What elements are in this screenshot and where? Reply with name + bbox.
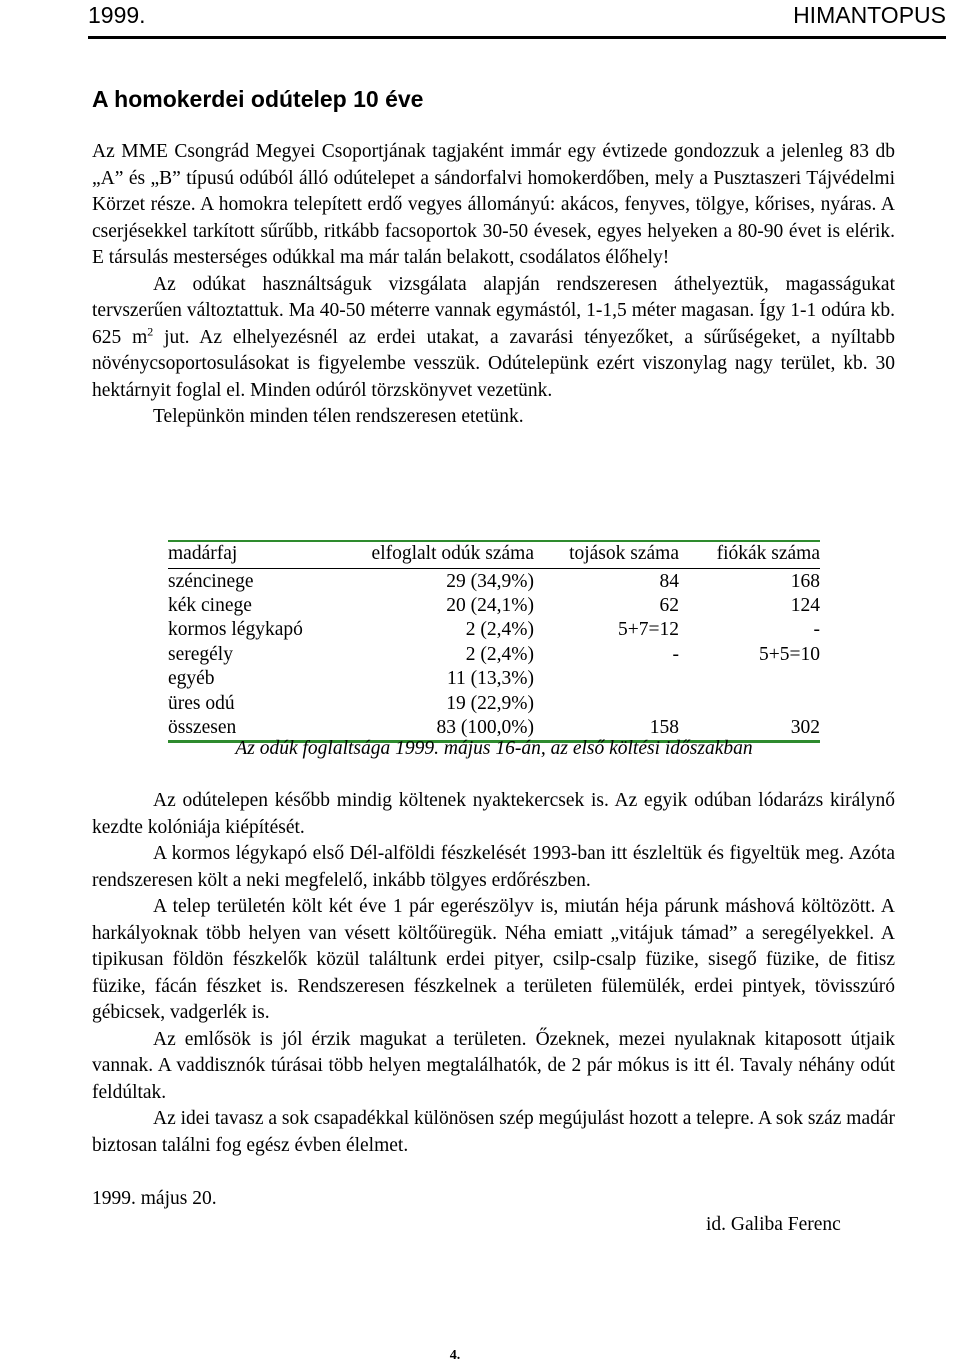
table-header-row (168, 541, 820, 569)
cell-occupied: 29 (34,9%) (446, 570, 534, 592)
nest-occupancy-table (168, 540, 820, 743)
body-text (92, 788, 895, 1159)
body-paragraph-5: Az idei tavasz a sok csapadékkal különösen szép megújulást hozott a telepre. A sok száz madár biztosan találni fog egész évben élelmet. (92, 1108, 895, 1156)
running-header (88, 0, 946, 36)
cell-occupied: 19 (22,9%) (446, 692, 534, 714)
table-caption: Az odúk foglaltsága 1999. május 16-án, az első költési időszakban (235, 738, 753, 759)
cell-chicks: 168 (790, 570, 820, 592)
cell-eggs: 158 (649, 716, 679, 738)
cell-eggs: 84 (659, 570, 679, 592)
cell-species: összesen (168, 716, 237, 738)
article-date: 1999. május 20. (92, 1188, 217, 1209)
page-number: 4. (449, 1348, 461, 1363)
cell-eggs (534, 667, 679, 691)
cell-species: kék cinege (168, 594, 252, 616)
cell-species: egyéb (168, 668, 215, 690)
cell-chicks: 302 (790, 716, 820, 738)
intro-paragraph-1: Az MME Csongrád Megyei Csoportjának tagjaként immár egy évtizede gondozzuk a jelenleg 83 db „A” és „B” típusú odúból álló odútelepet a sándorfalvi homokerdőben, mely a Pusztaszeri Tájvédelmi Körzet része. A homokra telepített erdő vegyes állományú: akácos, fenyves, tölgye, kőrises, nyáras. A cserjésekkel tarkított sűrűbb, ritkább facsoportok 30-50 évesek, egyes helyeken a 80-90 évet is elérik. E társulás mesterséges odúkkal ma már talán belakott, csodálatos élőhely! (92, 141, 895, 268)
table-row (168, 667, 820, 691)
body-paragraph-2: A kormos légykapó első Dél-alföldi fészkelését 1993-ban itt észleltük és figyeltük meg. Azóta rendszeresen költ a neki megfelelő, inkább tölgyes erdőrészben. (92, 843, 895, 891)
table-row (168, 618, 820, 642)
intro-paragraph-2: Az odúkat használtságuk vizsgálata alapján rendszeresen áthelyeztük, magasságukat tervszerűen változtattuk. Ma 40-50 méterre vannak egymástól, 1-1,5 méter magasan. Így 1-1 odúra kb. 625 $m^2$ jut. Az elhelyezésnél az erdei utakat, a zavarási tényezőket, a sűrűségeket, a nyíltabb növénycsoportosulásokat is figyelembe vesszük. Odútelepünk ezért viszonylag nagy terület, kb. 30 hektárnyit foglal el. Minden odúról törzskönyvet vezetünk. (92, 273, 895, 401)
intro-text (92, 139, 895, 431)
article-title: A homokerdei odútelep 10 éve (92, 86, 424, 112)
table-row (168, 569, 820, 594)
intro-paragraph-3: Telepünkön minden télen rendszeresen etetünk. (153, 406, 524, 427)
table-row (168, 691, 820, 715)
col-header-eggs: tojások száma (569, 543, 679, 565)
col-header-species: madárfaj (168, 543, 238, 565)
cell-eggs: 5+7=12 (618, 619, 679, 641)
cell-occupied: 20 (24,1%) (446, 594, 534, 616)
cell-chicks: - (813, 619, 820, 641)
cell-occupied: 2 (2,4%) (465, 643, 534, 665)
cell-chicks (679, 691, 820, 715)
col-header-chicks: fiókák száma (716, 543, 820, 565)
cell-species: üres odú (168, 692, 235, 714)
article-author: id. Galiba Ferenc (706, 1214, 841, 1235)
col-header-occupied: elfoglalt odúk száma (371, 543, 534, 565)
cell-chicks: 5+5=10 (759, 643, 820, 665)
cell-occupied: 2 (2,4%) (465, 619, 534, 641)
cell-species: kormos légykapó (168, 619, 303, 641)
cell-eggs (534, 691, 679, 715)
cell-chicks: 124 (790, 594, 820, 616)
body-paragraph-3: A telep területén költ két éve 1 pár egerészölyv is, miután héja párunk máshová költözött. A harkályoknak több helyen van vésett költőüregük. Néha emiatt „vitájuk támad” a seregélyekkel. A tipikusan földön fészkelők közül találtunk erdei pityer, csilp-csalp füzike, sisegő füzike, de fitisz füzike, fácán fészket is. Rendszeresen fészkelnek a területen fülemülék, erdei pintyek, tövisszúró gébicsek, vadgerlék is. (92, 896, 895, 1023)
cell-eggs: 62 (659, 594, 679, 616)
header-journal: HIMANTOPUS (793, 2, 946, 28)
header-rule (88, 36, 946, 39)
cell-eggs: - (672, 643, 679, 665)
body-paragraph-1: Az odútelepen később mindig költenek nyaktekercsek is. Az egyik odúban lódarázs királynő kezdte kolóniája kiépítését. (92, 790, 895, 838)
cell-occupied: 83 (100,0%) (436, 716, 534, 738)
table-row (168, 594, 820, 618)
body-paragraph-4: Az emlősök is jól érzik magukat a területen. Őzeknek, mezei nyulaknak kitaposott útjaik vannak. A vaddisznók túrásai több helyen megtalálhatók, de 2 pár mókus is itt él. Tavaly néhány odút feldúltak. (92, 1028, 895, 1103)
header-year: 1999. (88, 2, 146, 28)
cell-species: seregély (168, 643, 233, 665)
cell-species: széncinege (168, 570, 254, 592)
table-row (168, 643, 820, 667)
cell-chicks (679, 667, 820, 691)
cell-occupied: 11 (13,3%) (446, 668, 534, 690)
